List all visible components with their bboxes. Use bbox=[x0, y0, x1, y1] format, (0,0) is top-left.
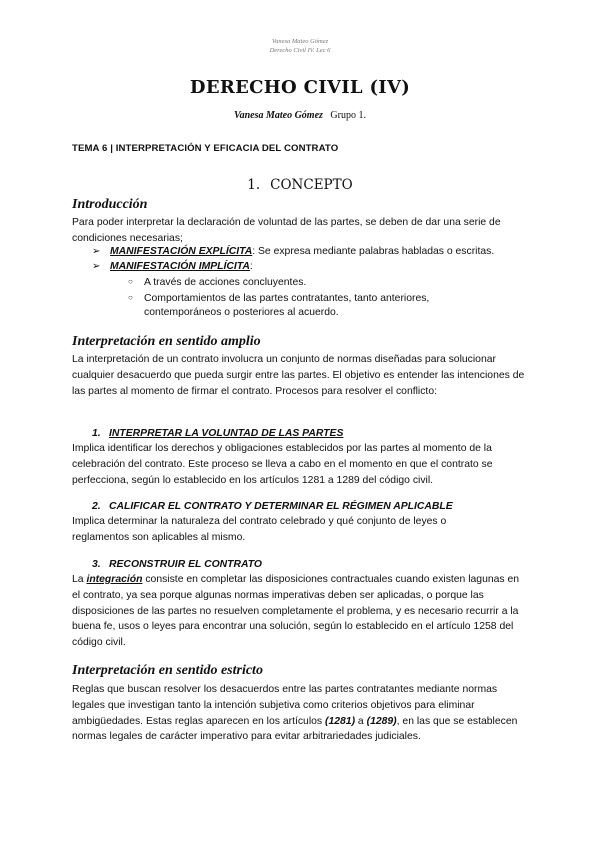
bullet-implicit-text: : bbox=[249, 261, 253, 272]
item2-paragraph: Implica determinar la naturaleza del contrato celebrado y qué conjunto de leyes o reglamentos son aplicables al mismo. bbox=[72, 516, 447, 543]
author-line bbox=[0, 110, 600, 121]
arrow-bullet-icon: ➢ bbox=[92, 261, 101, 272]
estricto-paragraph: Reglas que buscan resolver los desacuerdos entre las partes contratantes mediante normas legales que investigan tanto la intención subjetiva como criterios objetivos para eliminar ambigüedades. Estas reglas aparecen en los artículos (1281) a (1289), en las que se establecen normas legales de carácter imperativo para evitar arbitrariedades judiciales. bbox=[72, 684, 518, 743]
intro-heading: Introducción bbox=[72, 197, 148, 212]
item1-heading: 1. INTERPRETAR LA VOLUNTAD DE LAS PARTES bbox=[92, 428, 344, 439]
author-name: Vanesa Mateo Gómez bbox=[234, 110, 323, 121]
item1-paragraph: Implica identificar los derechos y obligaciones establecidos por las partes al momento de la celebración del contrato. Este proceso se lleva a cabo en el momento en que el contrato se perfecciona, según lo establecido en los artículos 1281 a 1289 del código civil. bbox=[72, 443, 493, 486]
bullet-explicit bbox=[92, 245, 494, 259]
article-1289: (1289) bbox=[366, 715, 397, 727]
intro-paragraph: Para poder interpretar la declaración de voluntad de las partes, se deben de dar una serie de condiciones necesarias; bbox=[72, 217, 501, 244]
item3-paragraph: La integración consiste en completar las disposiciones contractuales cuando existen lagunas en el contrato, ya sea porque algunas normas imperativas deben ser aplicadas, o porque las disposiciones de las partes no resuelven completamente el problema, y es necesario recurrir a la buena fe, usos o leyes para encontrar una solución, según lo establecido en el artículo 1258 del código civil. bbox=[72, 574, 520, 649]
bullet-implicit bbox=[92, 260, 253, 274]
section-title: CONCEPTO bbox=[270, 177, 353, 193]
estricto-heading: Interpretación en sentido estricto bbox=[72, 663, 263, 678]
sub-bullet-1: ○ A través de acciones concluyentes. bbox=[128, 277, 307, 288]
section-number: 1. bbox=[247, 177, 261, 193]
circle-bullet-icon: ○ bbox=[128, 277, 133, 286]
item3-heading: 3. RECONSTRUIR EL CONTRATO bbox=[92, 559, 262, 570]
sub-bullet-2: ○ Comportamientos de las partes contratantes, tanto anteriores, bbox=[128, 293, 430, 304]
document-title: DERECHO CIVIL (IV) bbox=[189, 77, 411, 98]
item2-heading: 2. CALIFICAR EL CONTRATO Y DETERMINAR EL RÉGIMEN APLICABLE bbox=[92, 501, 453, 512]
section-heading bbox=[0, 177, 600, 193]
group-label: Grupo 1. bbox=[330, 110, 366, 121]
article-1281: (1281) bbox=[325, 715, 356, 727]
bullet-explicit-text: : Se expresa mediante palabras habladas o escritas. bbox=[252, 246, 495, 257]
amplio-heading: Interpretación en sentido amplio bbox=[72, 334, 261, 349]
bullet-explicit-term: MANIFESTACIÓN EXPLÍCITA bbox=[110, 246, 253, 257]
header-course: Derecho Civil IV. Lec 6 bbox=[269, 47, 331, 54]
amplio-paragraph: La interpretación de un contrato involucra un conjunto de normas diseñadas para solucionar cualquier desacuerdo que pueda surgir entre las partes. El objetivo es entender las intenciones de las partes al momento de firmar el contrato. Procesos para resolver el conflicto: bbox=[72, 354, 525, 397]
circle-bullet-icon: ○ bbox=[128, 293, 133, 302]
header-author: Vanesa Mateo Gómez bbox=[271, 38, 329, 45]
tema-heading: TEMA 6 | INTERPRETACIÓN Y EFICACIA DEL CONTRATO bbox=[72, 143, 339, 154]
integracion-term: integración bbox=[86, 574, 143, 585]
sub-bullet-2-cont: contemporáneos o posteriores al acuerdo. bbox=[144, 307, 339, 318]
arrow-bullet-icon: ➢ bbox=[92, 246, 101, 257]
bullet-implicit-term: MANIFESTACIÓN IMPLÍCITA bbox=[110, 261, 250, 272]
